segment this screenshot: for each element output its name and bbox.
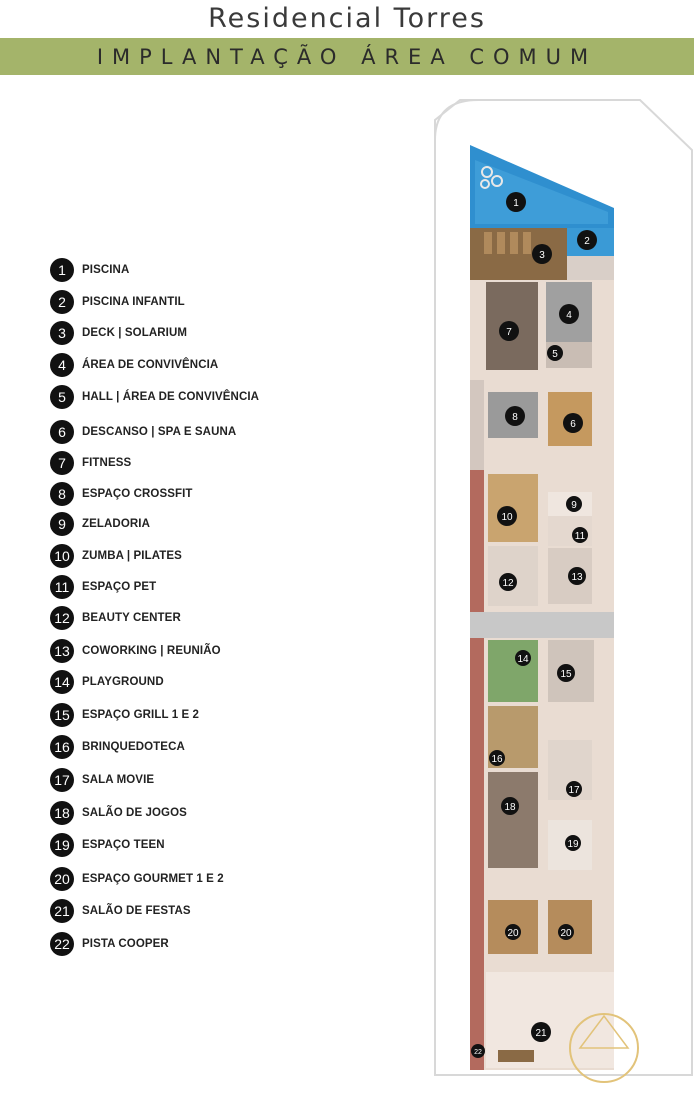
- plan-marker-label: 18: [504, 802, 516, 813]
- legend-number: 16: [50, 735, 74, 759]
- legend-number: 19: [50, 833, 74, 857]
- plan-marker-label: 3: [539, 250, 545, 261]
- plan-marker-label: 4: [566, 310, 572, 321]
- lounger: [523, 232, 531, 254]
- plan-marker: [572, 527, 588, 543]
- plan-marker: [577, 230, 597, 250]
- legend-label: SALÃO DE JOGOS: [82, 807, 187, 819]
- plan-marker-label: 13: [571, 572, 583, 583]
- plan-marker-label: 20: [507, 928, 519, 939]
- legend-label: ESPAÇO CROSSFIT: [82, 488, 193, 500]
- plan-marker-label: 7: [506, 327, 512, 338]
- plan-marker: [515, 650, 531, 666]
- plan-marker-label: 8: [512, 412, 518, 423]
- legend-number: 7: [50, 451, 74, 475]
- legend-number: 12: [50, 606, 74, 630]
- deck-side-area: [567, 256, 614, 280]
- plan-marker-label: 17: [568, 785, 580, 796]
- legend-label: PLAYGROUND: [82, 676, 164, 688]
- plan-marker: [497, 506, 517, 526]
- plan-marker: [563, 413, 583, 433]
- legend-number: 21: [50, 899, 74, 923]
- legend-label: PISCINA INFANTIL: [82, 296, 185, 308]
- plan-marker: [532, 244, 552, 264]
- legend-label: DECK | SOLARIUM: [82, 327, 188, 339]
- legend-label: BRINQUEDOTECA: [82, 741, 185, 753]
- plan-marker: [499, 321, 519, 341]
- plan-marker: [559, 304, 579, 324]
- legend-label: SALA MOVIE: [82, 774, 155, 786]
- plan-marker-label: 15: [560, 669, 572, 680]
- plan-marker: [471, 1044, 485, 1058]
- legend-number: 1: [50, 258, 74, 282]
- site-outline-curve: [435, 100, 478, 140]
- legend-number: 3: [50, 321, 74, 345]
- legend-number: 6: [50, 420, 74, 444]
- playground-area: [488, 640, 538, 702]
- legend-number: 10: [50, 544, 74, 568]
- legend-number: 15: [50, 703, 74, 727]
- plan-marker: [557, 664, 575, 682]
- plan-marker: [531, 1022, 551, 1042]
- plan-marker: [499, 573, 517, 591]
- legend-label: COWORKING | REUNIÃO: [82, 645, 221, 657]
- legend-label: ZUMBA | PILATES: [82, 550, 182, 562]
- legend-label: ESPAÇO GRILL 1 E 2: [82, 709, 200, 721]
- plan-marker-label: 9: [571, 500, 577, 511]
- plan-marker: [565, 835, 581, 851]
- plan-marker-label: 10: [501, 512, 513, 523]
- plan-marker: [501, 797, 519, 815]
- path-strip: [470, 380, 484, 470]
- legend-number: 4: [50, 353, 74, 377]
- lounger: [484, 232, 492, 254]
- legend-label: DESCANSO | SPA E SAUNA: [82, 426, 237, 438]
- legend-number: 9: [50, 512, 74, 536]
- plan-marker: [566, 781, 582, 797]
- legend-label: ZELADORIA: [82, 518, 150, 530]
- legend-label: FITNESS: [82, 457, 132, 469]
- legend-number: 5: [50, 385, 74, 409]
- plan-marker: [505, 924, 521, 940]
- plan-marker: [568, 567, 586, 585]
- plan-marker-label: 1: [513, 198, 519, 209]
- jogos-room: [488, 772, 538, 868]
- plan-marker-label: 21: [535, 1028, 547, 1039]
- legend-label: ESPAÇO TEEN: [82, 839, 165, 851]
- plan-marker-label: 20: [560, 928, 572, 939]
- legend-number: 17: [50, 768, 74, 792]
- legend-label: ÁREA DE CONVIVÊNCIA: [82, 359, 219, 371]
- festas-table: [498, 1050, 534, 1062]
- legend-label: SALÃO DE FESTAS: [82, 905, 191, 917]
- plan-marker: [506, 192, 526, 212]
- plan-marker: [558, 924, 574, 940]
- legend-number: 14: [50, 670, 74, 694]
- plan-marker: [489, 750, 505, 766]
- legend-label: BEAUTY CENTER: [82, 612, 181, 624]
- legend-number: 2: [50, 290, 74, 314]
- plan-marker-label: 12: [502, 578, 514, 589]
- legend-label: ESPAÇO GOURMET 1 E 2: [82, 873, 224, 885]
- cooper-track: [470, 470, 484, 1070]
- plan-marker-label: 5: [552, 349, 558, 360]
- plan-marker-label: 14: [517, 654, 529, 665]
- plan-marker-label: 11: [574, 531, 586, 542]
- legend-label: ESPAÇO PET: [82, 581, 157, 593]
- legend-number: 20: [50, 867, 74, 891]
- page-title: Residencial Torres: [208, 3, 486, 34]
- plan-marker: [566, 496, 582, 512]
- plan-marker-label: 22: [474, 1049, 482, 1056]
- pool-water: [475, 160, 608, 224]
- legend-number: 13: [50, 639, 74, 663]
- legend-label: HALL | ÁREA DE CONVIVÊNCIA: [82, 391, 260, 403]
- plan-marker-label: 6: [570, 419, 576, 430]
- legend-number: 18: [50, 801, 74, 825]
- legend-number: 11: [50, 575, 74, 599]
- lounger: [510, 232, 518, 254]
- plan-marker-label: 19: [567, 839, 579, 850]
- plan-marker: [547, 345, 563, 361]
- legend-number: 8: [50, 482, 74, 506]
- plan-marker: [505, 406, 525, 426]
- legend-label: PISTA COOPER: [82, 938, 169, 950]
- plan-marker-label: 16: [491, 754, 503, 765]
- corridor: [470, 612, 614, 638]
- lounger: [497, 232, 505, 254]
- plan-marker-label: 2: [584, 236, 590, 247]
- legend-label: PISCINA: [82, 264, 130, 276]
- page-subtitle: IMPLANTAÇÃO ÁREA COMUM: [96, 45, 598, 69]
- legend-number: 22: [50, 932, 74, 956]
